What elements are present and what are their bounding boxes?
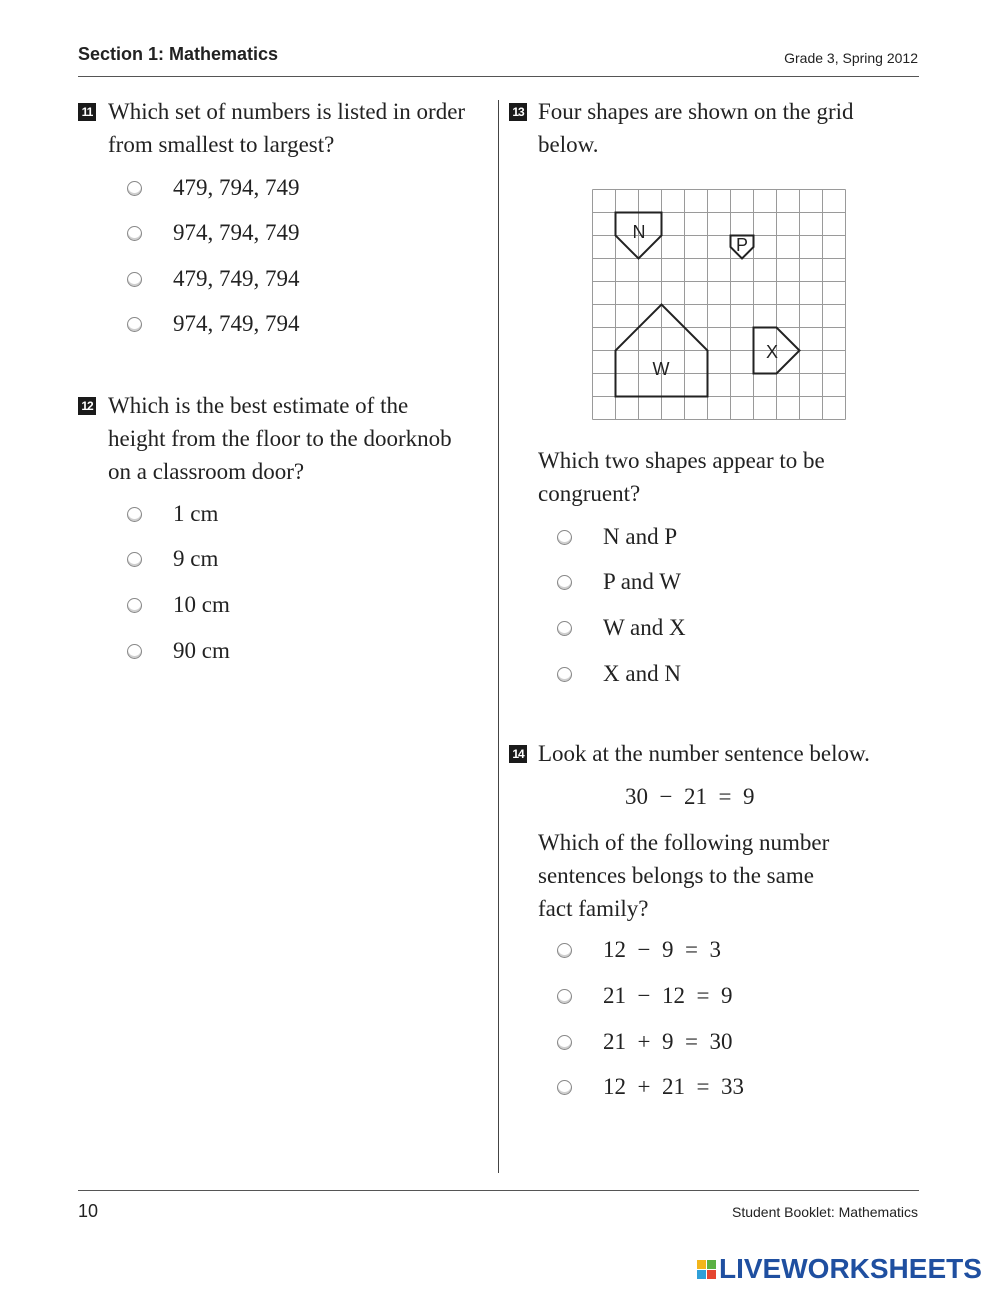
q12-option-d[interactable] bbox=[127, 636, 230, 666]
radio-button[interactable] bbox=[127, 226, 142, 241]
option-label: 479, 749, 794 bbox=[173, 266, 300, 291]
option-label: 90 cm bbox=[173, 638, 230, 663]
logo-block bbox=[697, 1270, 706, 1279]
option-label: 479, 794, 749 bbox=[173, 175, 300, 200]
booklet-label: Student Booklet: Mathematics bbox=[732, 1204, 918, 1220]
option-label: P and W bbox=[603, 569, 681, 594]
q11-option-b[interactable] bbox=[127, 218, 300, 248]
radio-button[interactable] bbox=[557, 989, 572, 1004]
radio-button[interactable] bbox=[557, 621, 572, 636]
question-text-line: Which set of numbers is listed in order bbox=[108, 99, 466, 124]
option-label: 21 + 9 = 30 bbox=[603, 1029, 733, 1054]
option-label: W and X bbox=[603, 615, 686, 640]
question-text-line: below. bbox=[538, 132, 599, 157]
option-label: N and P bbox=[603, 524, 678, 549]
question-14-text bbox=[538, 737, 870, 770]
given-equation: 30 − 21 = 9 bbox=[625, 784, 755, 809]
option-label: 12 + 21 = 33 bbox=[603, 1074, 744, 1099]
radio-button[interactable] bbox=[557, 1080, 572, 1095]
column-divider bbox=[498, 100, 499, 1173]
logo-blocks-icon bbox=[697, 1260, 716, 1279]
radio-button[interactable] bbox=[127, 317, 142, 332]
radio-button[interactable] bbox=[557, 667, 572, 682]
q13-option-a[interactable] bbox=[557, 522, 677, 552]
grid-lines bbox=[593, 190, 846, 420]
radio-button[interactable] bbox=[127, 507, 142, 522]
footer-divider bbox=[78, 1190, 919, 1191]
q13-option-b[interactable] bbox=[557, 567, 681, 597]
shape-grid bbox=[592, 189, 848, 421]
option-label: 10 cm bbox=[173, 592, 230, 617]
shape-label-w: W bbox=[652, 359, 670, 379]
shape-label-n: N bbox=[632, 222, 646, 242]
option-label: 1 cm bbox=[173, 501, 219, 526]
question-13-text bbox=[538, 95, 854, 161]
logo-block bbox=[707, 1270, 716, 1279]
question-number-11: 11 bbox=[78, 103, 96, 121]
question-number-12: 12 bbox=[78, 397, 96, 415]
logo-text: LIVEWORKSHEETS bbox=[719, 1253, 982, 1284]
option-label: 9 cm bbox=[173, 546, 219, 571]
radio-button[interactable] bbox=[127, 598, 142, 613]
question-number-13: 13 bbox=[509, 103, 527, 121]
question-number-14: 14 bbox=[509, 745, 527, 763]
logo-block bbox=[707, 1260, 716, 1269]
shape-label-p: P bbox=[735, 235, 749, 255]
question-text-line: Four shapes are shown on the grid bbox=[538, 99, 854, 124]
logo-block bbox=[697, 1260, 706, 1269]
question-14-prompt bbox=[538, 826, 829, 925]
question-text-line: Which of the following number bbox=[538, 830, 830, 855]
question-text-line: fact family? bbox=[538, 896, 649, 921]
radio-button[interactable] bbox=[557, 1035, 572, 1050]
question-text-line: from smallest to largest? bbox=[108, 132, 335, 157]
question-text-line: on a classroom door? bbox=[108, 459, 305, 484]
q12-option-b[interactable] bbox=[127, 544, 218, 574]
question-12-text bbox=[108, 389, 452, 488]
q14-option-d[interactable] bbox=[557, 1072, 744, 1102]
page-number: 10 bbox=[78, 1201, 99, 1221]
question-text-line: Which is the best estimate of the bbox=[108, 393, 409, 418]
radio-button[interactable] bbox=[557, 943, 572, 958]
radio-button[interactable] bbox=[127, 181, 142, 196]
q14-option-a[interactable] bbox=[557, 935, 721, 965]
q14-option-b[interactable] bbox=[557, 981, 732, 1011]
question-text-line: Look at the number sentence below. bbox=[538, 741, 870, 766]
radio-button[interactable] bbox=[127, 644, 142, 659]
question-text-line: height from the floor to the doorknob bbox=[108, 426, 452, 451]
radio-button[interactable] bbox=[127, 272, 142, 287]
q13-option-c[interactable] bbox=[557, 613, 686, 643]
section-title: Section 1: Mathematics bbox=[78, 44, 279, 64]
header-divider bbox=[78, 76, 919, 77]
radio-button[interactable] bbox=[557, 575, 572, 590]
q11-option-c[interactable] bbox=[127, 264, 300, 294]
question-11-text bbox=[108, 95, 465, 161]
shape-label-x: X bbox=[765, 342, 779, 362]
question-13-prompt bbox=[538, 444, 825, 510]
radio-button[interactable] bbox=[127, 552, 142, 567]
question-text-line: sentences belongs to the same bbox=[538, 863, 814, 888]
q11-option-d[interactable] bbox=[127, 309, 300, 339]
option-label: X and N bbox=[603, 661, 681, 686]
q13-option-d[interactable] bbox=[557, 659, 681, 689]
option-label: 974, 749, 794 bbox=[173, 311, 300, 336]
q11-option-a[interactable] bbox=[127, 173, 300, 203]
option-label: 21 − 12 = 9 bbox=[603, 983, 733, 1008]
option-label: 12 − 9 = 3 bbox=[603, 937, 721, 962]
q12-option-a[interactable] bbox=[127, 499, 218, 529]
liveworksheets-logo[interactable] bbox=[697, 1253, 982, 1285]
option-label: 974, 794, 749 bbox=[173, 220, 300, 245]
question-text-line: Which two shapes appear to be bbox=[538, 448, 825, 473]
q14-option-c[interactable] bbox=[557, 1027, 732, 1057]
question-text-line: congruent? bbox=[538, 481, 641, 506]
radio-button[interactable] bbox=[557, 530, 572, 545]
grade-label: Grade 3, Spring 2012 bbox=[784, 50, 918, 66]
q12-option-c[interactable] bbox=[127, 590, 230, 620]
